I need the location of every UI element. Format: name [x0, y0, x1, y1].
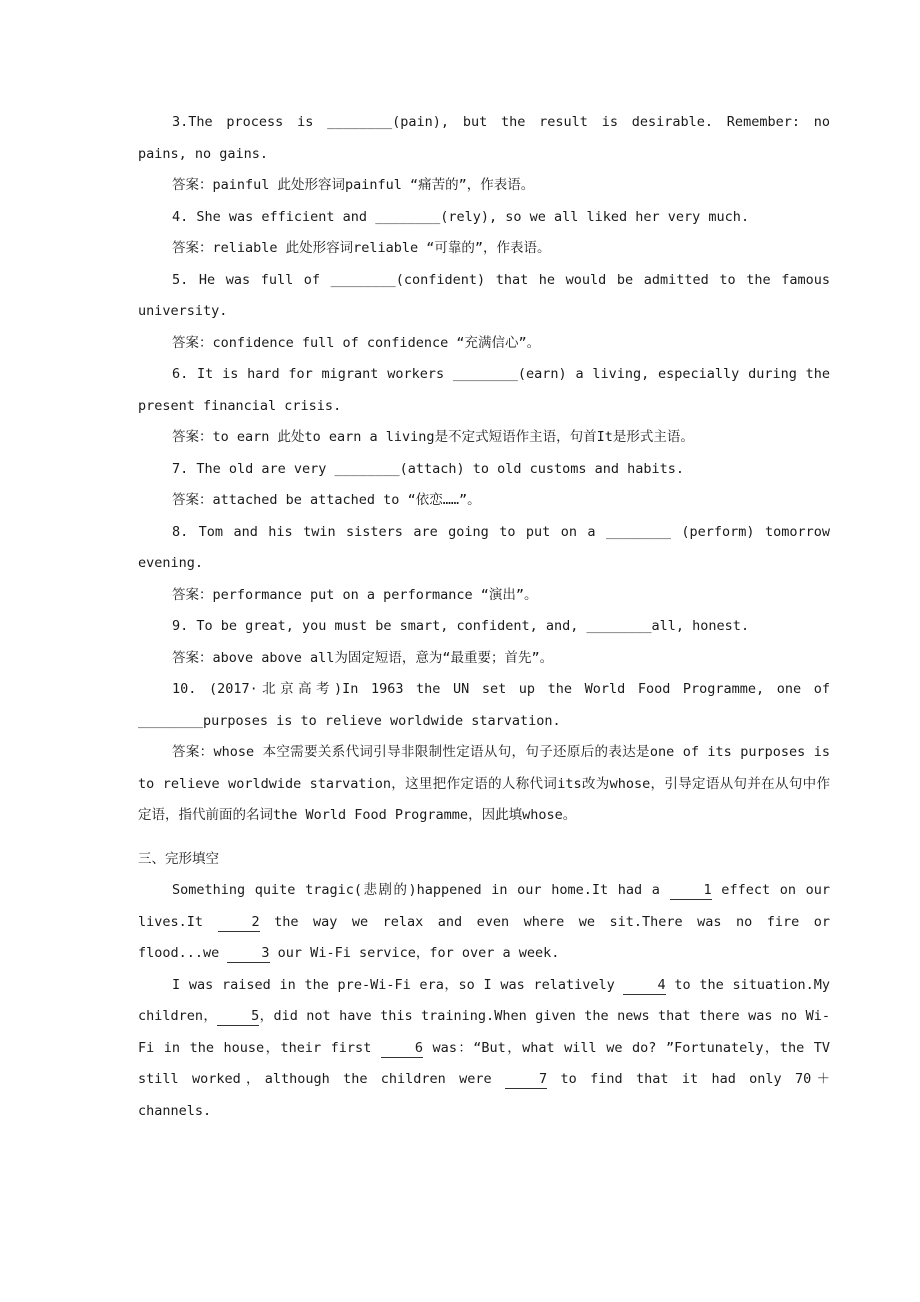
answer-9: 答案：above above all为固定短语，意为“最重要；首先”。 [172, 649, 554, 666]
cloze-paragraph-1 [138, 875, 830, 970]
cloze-blank-7: 7 [505, 1070, 547, 1089]
answer-4: 答案：reliable 此处形容词reliable “可靠的”，作表语。 [172, 240, 551, 256]
cloze-blank-1: 1 [670, 881, 712, 900]
cloze-paragraph-2 [138, 970, 830, 1128]
cloze-text: Something quite tragic(悲剧的)happened in our home.It had a [172, 882, 670, 898]
answer-5: 答案：confidence full of confidence “充满信心”。 [172, 334, 541, 351]
cloze-text: the way we relax and even where we sit.There was no fire or flood...we [138, 913, 830, 961]
question-3: 3.The process is ________(pain), but the result is desirable. Remember: no pains, no gains. [138, 114, 830, 162]
cloze-blank-2: 2 [218, 913, 260, 932]
cloze-text: ，did not have this training.When given the news that there was no Wi-Fi in the house，their first [138, 1008, 830, 1056]
question-5: 5. He was full of ________(confident) that he would be admitted to the famous university. [138, 271, 830, 319]
cloze-blank-4: 4 [623, 976, 665, 995]
answer-3: 答案：painful 此处形容词painful “痛苦的”，作表语。 [172, 177, 535, 193]
cloze-text: I was raised in the pre-Wi-Fi era，so I was relatively [172, 976, 624, 993]
cloze-text: our Wi-Fi service，for over a week. [269, 945, 560, 961]
answer-8: 答案：performance put on a performance “演出”。 [172, 586, 538, 603]
cloze-text: to find that it had only 70＋ channels. [138, 1071, 831, 1119]
question-7: 7. The old are very ________(attach) to old customs and habits. [172, 460, 685, 477]
question-9: 9. To be great, you must be smart, confident, and, ________all, honest. [172, 618, 750, 634]
cloze-text: effect on our lives.It [138, 882, 830, 930]
question-10: 10. (2017·北京高考)In 1963 the UN set up the World Food Programme, one of ________purposes is to relieve worldwide starvation. [138, 681, 830, 729]
question-6: 6. It is hard for migrant workers ________(earn) a living, especially during the present financial crisis. [138, 366, 830, 414]
answer-10: 答案：whose 本空需要关系代词引导非限制性定语从句，句子还原后的表达是one of its purposes is to relieve worldwide starvation，这里把作定语的人称代词its改为whose，引导定语从句并在从句中作定语，指代前面的名词the World Food Programme，因此填whose。 [138, 744, 830, 823]
section-heading: 三、完形填空 [138, 850, 219, 867]
cloze-blank-3: 3 [227, 944, 269, 963]
question-8: 8. Tom and his twin sisters are going to put on a ________ (perform) tomorrow evening. [138, 523, 830, 571]
question-4: 4. She was efficient and ________(rely), so we all liked her very much. [172, 208, 750, 225]
cloze-text: to the situation.My children， [138, 976, 830, 1024]
cloze-blank-6: 6 [381, 1039, 423, 1058]
cloze-blank-5: 5 [217, 1007, 259, 1026]
answer-6: 答案：to earn 此处to earn a living是不定式短语作主语，句首It是形式主语。 [172, 429, 694, 445]
document-page [138, 107, 830, 1127]
answer-7: 答案：attached be attached to “依恋……”。 [172, 492, 481, 508]
cloze-text: was：“But，what will we do? ”Fortunately，the TV still worked，although the children were [138, 1039, 830, 1087]
